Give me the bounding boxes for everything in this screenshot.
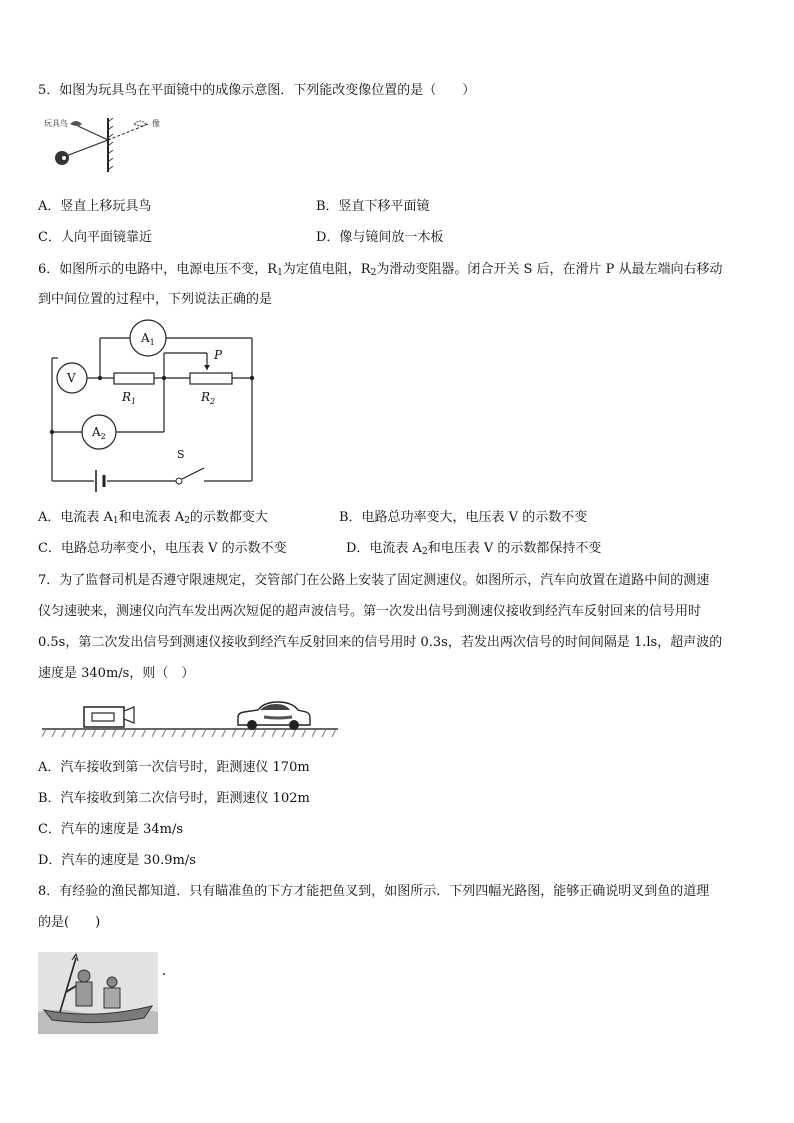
q6-option-d: D．电流表 $A_2$和电压表 V 的示数都保持不变 bbox=[346, 541, 602, 557]
q5-stem: 5．如图为玩具鸟在平面镜中的成像示意图．下列能改变像位置的是（ ） bbox=[38, 83, 476, 98]
q6-option-c: C．电路总功率变小，电压表 V 的示数不变 bbox=[38, 541, 287, 556]
a2-label: $A_2$ bbox=[92, 425, 106, 441]
camera-lens-icon bbox=[124, 707, 134, 723]
q5-mirror-figure bbox=[40, 112, 175, 178]
q7-stem-line1: 7．为了监督司机是否遵守限速规定，交管部门在公路上安装了固定测速仪。如图所示，汽车向放置在道路中间的测速 bbox=[38, 573, 710, 588]
q7-stem-line4: 速度是 340m/s，则（ ） bbox=[38, 666, 195, 681]
r1-label: $R_1$ bbox=[122, 390, 137, 406]
q6-stem-line1: 6．如图所示的电路中，电源电压不变，$R_1$为定值电阻，$R_2$为滑动变阻器。闭合开关 S 后，在滑片 P 从最左端向右移动 bbox=[38, 262, 723, 278]
fisherman-body bbox=[76, 982, 92, 1006]
q7-option-c: C．汽车的速度是 34m/s bbox=[38, 822, 183, 837]
toy-bird-icon bbox=[70, 121, 82, 126]
q8-stem-line2: 的是( ) bbox=[38, 915, 101, 930]
a1-label: $A_1$ bbox=[141, 331, 155, 347]
slider-arrow-icon bbox=[204, 365, 210, 370]
q6-stem-line2: 到中间位置的过程中，下列说法正确的是 bbox=[38, 292, 273, 307]
q7-option-b: B．汽车接收到第二次信号时，距测速仪 102m bbox=[38, 791, 310, 806]
q7-stem-line2: 仪匀速驶来，测速仪向汽车发出两次短促的超声波信号。第一次发出信号到测速仪接收到经汽车反射回来的信号用时 bbox=[38, 604, 702, 619]
q5-option-b: B．竖直下移平面镜 bbox=[316, 199, 430, 214]
q6-option-a: A．电流表 $A_1$和电流表 $A_2$的示数都变大 bbox=[38, 510, 268, 526]
r2-label: $R_2$ bbox=[201, 390, 216, 406]
q7-option-a: A．汽车接收到第一次信号时，距测速仪 170m bbox=[38, 760, 310, 775]
q5-option-a: A．竖直上移玩具鸟 bbox=[38, 199, 152, 214]
toy-bird-label: 玩具鸟 bbox=[44, 119, 68, 128]
q7-option-d: D．汽车的速度是 30.9m/s bbox=[38, 853, 196, 868]
q8-fisherman-figure bbox=[38, 952, 168, 1034]
q8-stem-line1: 8．有经验的渔民都知道．只有瞄准鱼的下方才能把鱼叉到，如图所示．下列四幅光路图，能够正确说明叉到鱼的道理 bbox=[38, 884, 710, 899]
q5-option-c: C．人向平面镜靠近 bbox=[38, 230, 152, 245]
q6-circuit-diagram bbox=[44, 318, 264, 500]
q7-speed-camera-figure bbox=[42, 695, 338, 741]
q5-option-d: D．像与镜间放一木板 bbox=[316, 230, 444, 245]
q7-stem-line3: 0.5s，第二次发出信号到测速仪接收到经汽车反射回来的信号用时 0.3s，若发出两次信号的时间间隔是 1.ls，超声波的 bbox=[38, 635, 723, 650]
fisherman-head bbox=[78, 970, 90, 982]
car-icon bbox=[238, 702, 310, 730]
s-label: S bbox=[177, 448, 185, 461]
v-label: V bbox=[67, 371, 76, 385]
switch-contact bbox=[176, 478, 182, 484]
image-label: 像 bbox=[152, 119, 160, 128]
q6-option-b: B．电路总功率变大，电压表 V 的示数不变 bbox=[339, 510, 588, 525]
p-label: P bbox=[214, 348, 223, 362]
